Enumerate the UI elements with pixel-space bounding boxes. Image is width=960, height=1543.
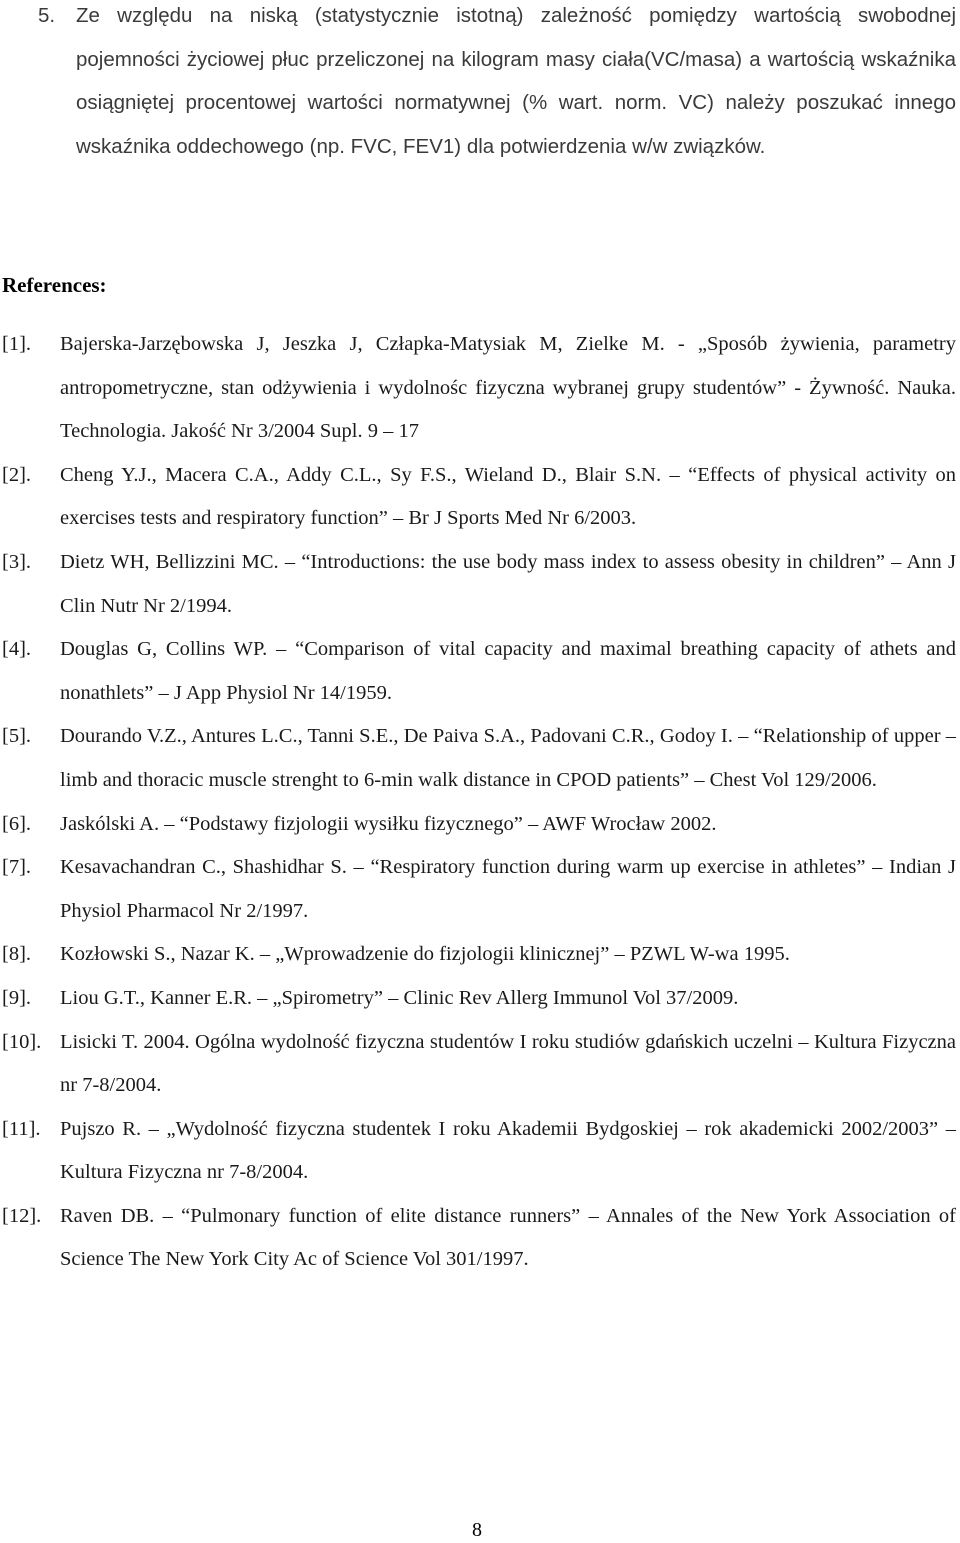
- references-list: [0, 323, 960, 1282]
- reference-item: [0, 323, 960, 454]
- point-text: Ze względu na niską (statystycznie istotną) zależność pomiędzy wartością swobodnej pojemności życiowej płuc przeliczonej na kilogram masy ciała(VC/masa) a wartością wskaźnika osiągniętej procentowej wartości normatywnej (% wart. norm. VC) należy poszukać innego wskaźnika oddechowego (np. FVC, FEV1) dla potwierdzenia w/w związków.: [76, 4, 956, 158]
- reference-item: [0, 1108, 960, 1195]
- reference-number: [10].: [2, 1030, 42, 1053]
- reference-item: [0, 628, 960, 715]
- reference-item: [0, 846, 960, 933]
- reference-text: Lisicki T. 2004. Ogólna wydolność fizyczna studentów I roku studiów gdańskich uczelni – Kultura Fizyczna nr 7-8/2004.: [60, 1030, 956, 1097]
- reference-number: [12].: [2, 1204, 42, 1227]
- reference-item: [0, 803, 960, 847]
- reference-text: Raven DB. – “Pulmonary function of elite distance runners” – Annales of the New York Association of Science The New York City Ac of Science Vol 301/1997.: [60, 1204, 956, 1271]
- reference-item: [0, 977, 960, 1021]
- reference-number: [7].: [2, 856, 32, 879]
- reference-text: Bajerska-Jarzębowska J, Jeszka J, Człapka-Matysiak M, Zielke M. - „Sposób żywienia, parametry antropometryczne, stan odżywienia i wydolnośc fizyczna wybranej grupy studentów” - Żywność. Nauka. Technologia. Jakość Nr 3/2004 Supl. 9 – 17: [60, 333, 956, 443]
- reference-text: Douglas G, Collins WP. – “Comparison of vital capacity and maximal breathing capacity of athets and nonathlets” – J App Physiol Nr 14/1959.: [60, 638, 956, 704]
- reference-item: [0, 1195, 960, 1282]
- reference-text: Liou G.T., Kanner E.R. – „Spirometry” – Clinic Rev Allerg Immunol Vol 37/2009.: [60, 986, 739, 1009]
- reference-text: Kozłowski S., Nazar K. – „Wprowadzenie do fizjologii klinicznej” – PZWL W-wa 1995.: [60, 943, 790, 966]
- point-number: 5.: [38, 4, 56, 27]
- reference-item: [0, 715, 960, 802]
- reference-number: [3].: [2, 550, 32, 573]
- references-heading: References:: [2, 273, 107, 297]
- reference-number: [9].: [2, 986, 32, 1009]
- reference-text: Dietz WH, Bellizzini MC. – “Introductions: the use body mass index to assess obesity in children” – Ann J Clin Nutr Nr 2/1994.: [60, 550, 956, 617]
- reference-item: [0, 454, 960, 541]
- reference-item: [0, 1021, 960, 1108]
- reference-item: [0, 541, 960, 628]
- reference-text: Cheng Y.J., Macera C.A., Addy C.L., Sy F.S., Wieland D., Blair S.N. – “Effects of physical activity on exercises tests and respiratory function” – Br J Sports Med Nr 6/2003.: [60, 463, 956, 530]
- reference-number: [11].: [2, 1117, 41, 1140]
- reference-number: [1].: [2, 333, 32, 355]
- reference-number: [4].: [2, 638, 32, 661]
- reference-number: [6].: [2, 812, 32, 835]
- reference-text: Pujszo R. – „Wydolność fizyczna studentek I roku Akademii Bydgoskiej – rok akademicki 2002/2003” – Kultura Fizyczna nr 7-8/2004.: [60, 1117, 956, 1184]
- reference-number: [8].: [2, 943, 32, 966]
- reference-number: [5].: [2, 725, 32, 748]
- reference-text: Kesavachandran C., Shashidhar S. – “Respiratory function during warm up exercise in athletes” – Indian J Physiol Pharmacol Nr 2/1997.: [60, 856, 956, 922]
- reference-number: [2].: [2, 463, 32, 486]
- reference-item: [0, 933, 960, 977]
- page-number: 8: [472, 1519, 482, 1541]
- reference-text: Dourando V.Z., Antures L.C., Tanni S.E., De Paiva S.A., Padovani C.R., Godoy I. – “Relationship of upper – limb and thoracic muscle strenght to 6-min walk distance in CPOD patients” – Chest Vol 129/2006.: [60, 725, 956, 791]
- reference-text: Jaskólski A. – “Podstawy fizjologii wysiłku fizycznego” – AWF Wrocław 2002.: [60, 812, 717, 835]
